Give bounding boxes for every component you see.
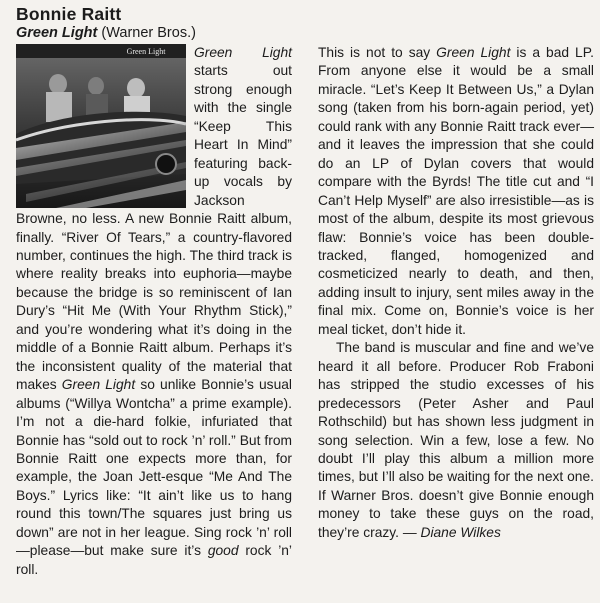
review-column-left: [16, 44, 292, 579]
paragraph-text: so unlike Bonnie’s usual albums (“Willya Wontcha” a prime example). I’m not a die-hard folkie, infuriated that Bonnie has “sold out to rock ’n’ roll.” But from Bonnie Raitt one expects more than, for example, the Joan Jett-esque “Me And The Boys.” Lyrics like: “It ain’t like us to hang round this town/The squares just bring us down” are not in her league. Sing rock ’n’ roll—please—but make sure it’s: [16, 377, 292, 559]
record-label: (Warner Bros.): [101, 25, 196, 41]
artist-name: Bonnie Raitt: [16, 4, 122, 24]
cover-float-space: [16, 44, 186, 208]
paragraph-text: The band is muscular and fine and we’ve heard it all before. Producer Rob Fraboni has stripped the studio excesses of his predecessors (Peter Asher and Paul Rothschild) but has shown less judgment in song selection. Win a few, lose a few. No doubt I’ll play this album a million more times, but I’ll also be waiting for the next one. If Warner Bros. doesn’t give Bonnie enough money to take these guys on the road, they’re crazy. —: [318, 340, 594, 540]
paragraph-text: starts out strong enough with the single “Keep This Heart In Mind” featuring back-up vocals by Jackson Browne, no less. A new Bonnie Raitt album, finally. “River Of Tears,” a country-flavored number, continues the high. The third track is where reality breaks into euphoria—maybe because the bridge is so reminiscent of Ian Dury’s “Hit Me (With Your Rhythm Stick),” and you’re wondering what it’s doing in the middle of a Bonnie Raitt album. Perhaps it’s the inconsistent quality of the material that makes: [16, 63, 292, 393]
review-column-right: [318, 44, 594, 542]
album-title: Green Light: [16, 25, 98, 41]
paragraph-text: This is not to say: [318, 45, 437, 60]
emphasis: good: [207, 543, 239, 559]
review-paragraph-2: [318, 44, 594, 339]
review-paragraph-1: [16, 44, 292, 579]
paragraph-text: rock ’n’ roll.: [16, 543, 292, 577]
reviewer-name: Diane Wilkes: [420, 524, 501, 540]
album-ref: Green Light: [61, 377, 136, 393]
review-paragraph-3: [318, 339, 594, 542]
album-ref: Green Light: [194, 45, 292, 60]
album-ref: Green Light: [436, 45, 511, 60]
cover-caption: Green Light: [126, 47, 166, 56]
album-line: [16, 25, 196, 41]
paragraph-text: is a bad LP. From anyone else it would be a small miracle. “Let’s Keep It Between Us,” a Dylan song (taken from his born-again period, yet) could rank with any Bonnie Raitt track ever—and it leaves the impression that she could do an LP of Dylan covers that would compare with the Byrds! The title cut and “I Can’t Help Myself” are also irresistible—as is most of the album, despite its most grievous flaw: Bonnie’s voice has been double-tracked, flanged, homogenized and cosmeticized nearly to death, and then, adding insult to injury, sent miles away in the final mix. Come on, Bonnie’s voice is her meal ticket, don’t hide it.: [318, 45, 594, 337]
